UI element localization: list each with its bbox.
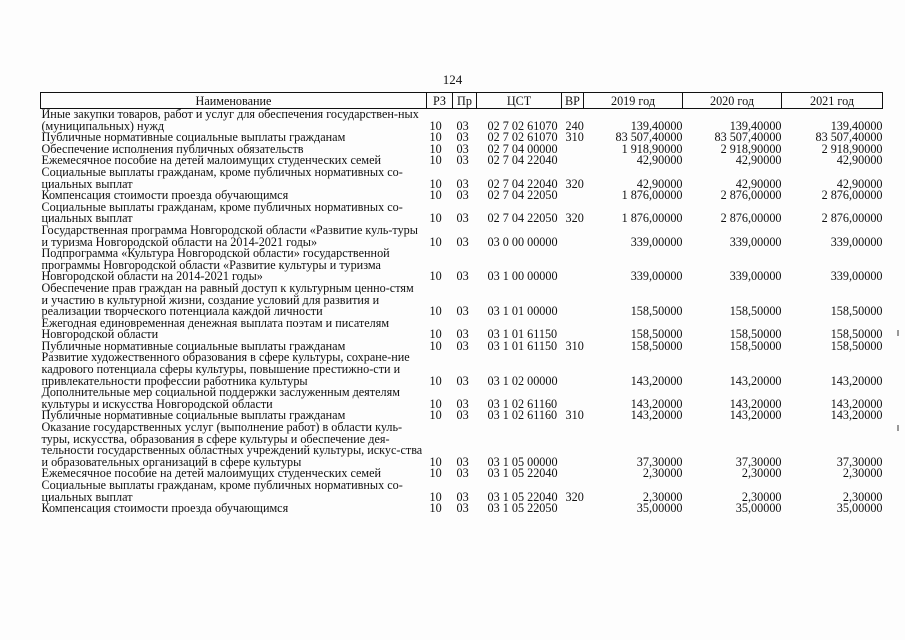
cell-2021: 139,40000 <box>830 118 883 133</box>
cell-cst: 03 1 00 00000 <box>487 269 558 284</box>
cell-pr: 03 <box>456 141 469 156</box>
cell-vr: 240 <box>565 118 584 133</box>
cell-pr: 03 <box>456 130 469 145</box>
cell-name: Ежегодная единовременная денежная выплата поэтам и писателям Новгородской области <box>41 315 390 342</box>
cell-2021: 2,30000 <box>842 466 883 481</box>
cell-2019: 339,00000 <box>630 269 683 284</box>
table-row <box>41 202 883 225</box>
cell-name: Развитие художественного образования в сфере культуры, сохране-ние кадрового потенциала сферы культуры, повышение престижно-сти и привлекательности профессии работника культуры <box>41 350 410 388</box>
cell-vr <box>562 144 584 156</box>
cell-pr: 03 <box>456 501 469 516</box>
cell-pr: 03 <box>456 269 469 284</box>
cell-rz: 10 <box>429 118 442 133</box>
cell-pr: 03 <box>456 489 469 504</box>
table-row <box>41 167 883 190</box>
cell-vr <box>562 155 584 167</box>
cell-pr: 03 <box>456 454 469 469</box>
cell-pr: 03 <box>456 373 469 388</box>
cell-rz: 10 <box>429 327 442 342</box>
cell-2020: 158,50000 <box>729 327 782 342</box>
cell-2020: 2,30000 <box>741 489 782 504</box>
cell-cst: 03 1 05 22050 <box>487 501 558 516</box>
cell-rz: 10 <box>429 188 442 203</box>
cell-name: Публичные нормативные социальные выплаты гражданам <box>41 338 346 353</box>
cell-cst: 02 7 04 22040 <box>487 176 558 191</box>
cell-2019: 42,90000 <box>636 176 683 191</box>
cell-2019: 2,30000 <box>642 489 683 504</box>
cell-name: Социальные выплаты гражданам, кроме публичных нормативных со-циальных выплат <box>41 199 403 226</box>
cell-pr: 03 <box>456 408 469 423</box>
cell-2021: 2 876,00000 <box>821 188 883 203</box>
cell-2019: 158,50000 <box>630 338 683 353</box>
cell-vr <box>562 283 584 318</box>
cell-2021: 143,20000 <box>830 373 883 388</box>
cell-cst: 02 7 04 22050 <box>487 188 558 203</box>
table-row <box>41 422 883 468</box>
cell-2021: 158,50000 <box>830 304 883 319</box>
cell-2020: 158,50000 <box>729 338 782 353</box>
cell-2019: 37,30000 <box>636 454 683 469</box>
cell-2019: 158,50000 <box>630 327 683 342</box>
cell-name: Обеспечение прав граждан на равный доступ к культурным ценно-стям и участию в культурной жизни, создание условий для развития и реализации творческого потенциала каждой личности <box>41 280 414 319</box>
cell-name: Дополнительные мер социальной поддержки заслуженным деятелям культуры и искусства Новгородской области <box>41 385 400 411</box>
cell-2019: 1 918,90000 <box>621 141 683 156</box>
cell-rz: 10 <box>429 454 442 469</box>
cell-vr <box>562 190 584 202</box>
cell-2021: 42,90000 <box>836 176 883 191</box>
cell-2020: 42,90000 <box>735 153 782 168</box>
budget-table <box>40 92 883 515</box>
cell-cst: 02 7 04 22040 <box>487 153 558 168</box>
table-body <box>41 109 883 515</box>
cell-2021: 83 507,40000 <box>815 130 883 145</box>
cell-2020: 143,20000 <box>729 408 782 423</box>
cell-rz: 10 <box>429 176 442 191</box>
header-2019: 2019 год <box>584 93 683 109</box>
cell-cst: 03 1 02 61160 <box>487 408 558 423</box>
cell-rz: 10 <box>429 373 442 388</box>
cell-2019: 42,90000 <box>636 153 683 168</box>
cell-name: Иные закупки товаров, работ и услуг для обеспечения государствен-ных (муниципальных) нужд <box>41 107 419 133</box>
cell-2021: 143,20000 <box>830 396 883 411</box>
cell-pr: 03 <box>456 234 469 249</box>
cell-vr <box>562 225 584 248</box>
cell-2019: 83 507,40000 <box>615 130 683 145</box>
cell-rz: 10 <box>429 211 442 226</box>
cell-vr: 320 <box>565 489 584 504</box>
cell-vr <box>562 503 584 515</box>
cell-2021: 158,50000 <box>830 338 883 353</box>
page-number: 124 <box>442 72 463 87</box>
cell-name: Компенсация стоимости проезда обучающимся <box>41 501 289 516</box>
cell-2019: 143,20000 <box>630 373 683 388</box>
cell-rz: 10 <box>429 141 442 156</box>
header-cst: ЦСТ <box>477 93 562 109</box>
cell-2021: 2 918,90000 <box>821 141 883 156</box>
cell-cst: 02 7 04 00000 <box>487 141 558 156</box>
header-2021: 2021 год <box>782 93 883 109</box>
cell-vr <box>562 422 584 468</box>
cell-name: Ежемесячное пособие на детей малоимущих студенческих семей <box>41 153 382 168</box>
cell-pr: 03 <box>456 118 469 133</box>
cell-cst: 03 1 01 61150 <box>487 327 558 342</box>
cell-pr: 03 <box>456 327 469 342</box>
cell-rz: 10 <box>429 466 442 481</box>
cell-2019: 143,20000 <box>630 408 683 423</box>
cell-2019: 1 876,00000 <box>621 211 683 226</box>
cell-cst: 02 7 04 22050 <box>487 211 558 226</box>
cell-rz: 10 <box>429 130 442 145</box>
cell-2021: 339,00000 <box>830 234 883 249</box>
cell-2020: 143,20000 <box>729 373 782 388</box>
cell-vr <box>562 318 584 341</box>
cell-cst: 03 1 05 00000 <box>487 454 558 469</box>
cell-cst: 03 0 00 00000 <box>487 234 558 249</box>
table-row <box>41 387 883 410</box>
cell-cst: 03 1 02 61160 <box>487 396 558 411</box>
cell-cst: 03 1 02 00000 <box>487 373 558 388</box>
cell-vr: 310 <box>565 130 584 145</box>
cell-name: Публичные нормативные социальные выплаты гражданам <box>41 130 346 145</box>
cell-vr <box>562 468 584 480</box>
cell-2020: 37,30000 <box>735 454 782 469</box>
cell-vr <box>562 352 584 387</box>
cell-cst: 03 1 01 00000 <box>487 304 558 319</box>
cell-cst: 02 7 02 61070 <box>487 130 558 145</box>
cell-2021: 37,30000 <box>836 454 883 469</box>
cell-vr: 310 <box>565 338 584 353</box>
cell-2019: 2,30000 <box>642 466 683 481</box>
cell-rz: 10 <box>429 501 442 516</box>
cell-pr: 03 <box>456 176 469 191</box>
cell-2019: 35,00000 <box>636 501 683 516</box>
table-row <box>41 318 883 341</box>
cell-2021: 42,90000 <box>836 153 883 168</box>
table-row <box>41 352 883 387</box>
cell-vr: 320 <box>565 211 584 226</box>
cell-name: Государственная программа Новгородской области «Развитие куль-туры и туризма Новгородской области на 2014-2021 годы» <box>41 222 418 249</box>
cell-name: Обеспечение исполнения публичных обязательств <box>41 141 304 156</box>
header-vr: ВР <box>562 93 584 109</box>
margin-mark <box>897 425 899 431</box>
cell-2021: 2,30000 <box>842 489 883 504</box>
cell-pr: 03 <box>456 211 469 226</box>
cell-cst: 03 1 05 22040 <box>487 489 558 504</box>
cell-2021: 35,00000 <box>836 501 883 516</box>
cell-pr: 03 <box>456 338 469 353</box>
cell-rz: 10 <box>429 304 442 319</box>
cell-name: Ежемесячное пособие на детей малоимущих студенческих семей <box>41 466 382 481</box>
cell-2019: 139,40000 <box>630 118 683 133</box>
cell-2020: 2 876,00000 <box>720 188 782 203</box>
cell-name: Оказание государственных услуг (выполнение работ) в области куль-туры, искусства, образования в сфере культуры и обеспечение дея-тельности государственных областных учреждений культуры, искус-ства и образовательных организаций в сфере культуры <box>41 420 423 469</box>
cell-vr <box>562 387 584 410</box>
cell-2020: 35,00000 <box>735 501 782 516</box>
cell-name: Компенсация стоимости проезда обучающимся <box>41 188 289 203</box>
cell-2020: 158,50000 <box>729 304 782 319</box>
table-row <box>41 248 883 283</box>
header-2020: 2020 год <box>683 93 782 109</box>
cell-cst: 02 7 02 61070 <box>487 118 558 133</box>
table-row <box>41 480 883 503</box>
cell-2020: 139,40000 <box>729 118 782 133</box>
margin-mark <box>897 330 899 336</box>
cell-name: Социальные выплаты гражданам, кроме публичных нормативных со-циальных выплат <box>41 164 403 191</box>
header-pr: Пр <box>453 93 477 109</box>
cell-2021: 339,00000 <box>830 269 883 284</box>
cell-vr: 320 <box>565 176 584 191</box>
cell-2020: 339,00000 <box>729 234 782 249</box>
cell-2020: 42,90000 <box>735 176 782 191</box>
cell-rz: 10 <box>429 396 442 411</box>
table-row <box>41 225 883 248</box>
cell-2020: 2 876,00000 <box>720 211 782 226</box>
cell-2020: 339,00000 <box>729 269 782 284</box>
cell-pr: 03 <box>456 153 469 168</box>
cell-pr: 03 <box>456 188 469 203</box>
cell-2019: 143,20000 <box>630 396 683 411</box>
cell-vr: 310 <box>565 408 584 423</box>
cell-pr: 03 <box>456 466 469 481</box>
cell-vr <box>562 248 584 283</box>
cell-rz: 10 <box>429 269 442 284</box>
cell-cst: 03 1 05 22040 <box>487 466 558 481</box>
cell-rz: 10 <box>429 489 442 504</box>
table-row <box>41 109 883 133</box>
cell-2021: 158,50000 <box>830 327 883 342</box>
cell-name: Публичные нормативные социальные выплаты гражданам <box>41 408 346 423</box>
cell-rz: 10 <box>429 234 442 249</box>
cell-name: Социальные выплаты гражданам, кроме публичных нормативных со-циальных выплат <box>41 478 403 504</box>
cell-pr: 03 <box>456 304 469 319</box>
cell-2020: 2 918,90000 <box>720 141 782 156</box>
cell-rz: 10 <box>429 408 442 423</box>
table-row <box>41 283 883 318</box>
cell-2020: 143,20000 <box>729 396 782 411</box>
cell-cst: 03 1 01 61150 <box>487 338 558 353</box>
cell-rz: 10 <box>429 153 442 168</box>
cell-pr: 03 <box>456 396 469 411</box>
table-row <box>41 503 883 515</box>
cell-2021: 143,20000 <box>830 408 883 423</box>
header-rz: РЗ <box>427 93 453 109</box>
header-name: Наименование <box>41 93 427 109</box>
cell-2020: 83 507,40000 <box>714 130 782 145</box>
cell-2019: 1 876,00000 <box>621 188 683 203</box>
cell-2020: 2,30000 <box>741 466 782 481</box>
cell-rz: 10 <box>429 338 442 353</box>
cell-name: Подпрограмма «Культура Новгородской области» государственной программы Новгородской области «Развитие культуры и туризма Новгородской области на 2014-2021 годы» <box>41 246 390 284</box>
cell-2021: 2 876,00000 <box>821 211 883 226</box>
cell-2019: 339,00000 <box>630 234 683 249</box>
cell-2019: 158,50000 <box>630 304 683 319</box>
